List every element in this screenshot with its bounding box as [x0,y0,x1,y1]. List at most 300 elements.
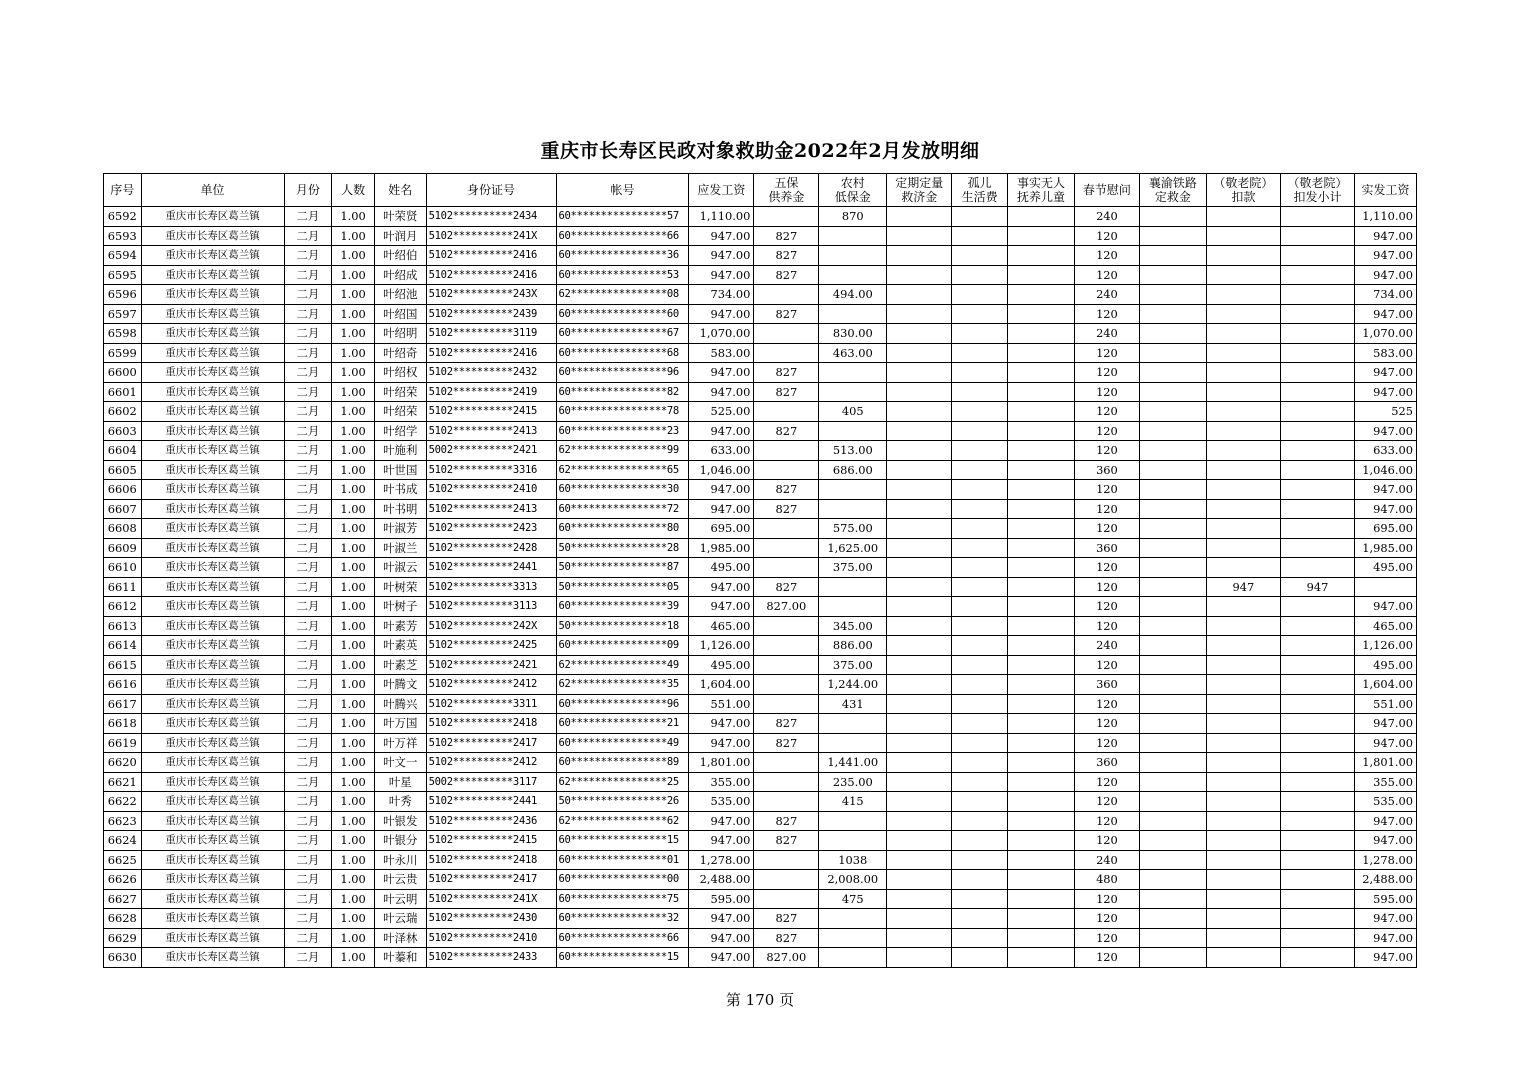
table-cell: 5102**********2417 [426,870,556,890]
table-cell: 695.00 [689,519,754,539]
table-cell: 734.00 [1355,285,1417,305]
table-cell: 947.00 [689,909,754,929]
table-cell: 叶银发 [374,811,426,831]
table-cell [1139,304,1206,324]
table-row [104,909,1417,929]
table-cell: 叶淑兰 [374,538,426,558]
table-row [104,811,1417,831]
table-cell: 6598 [104,324,142,344]
table-cell: 480 [1074,870,1139,890]
table-cell [1139,363,1206,383]
table-cell: 513.00 [819,441,887,461]
table-cell [1139,675,1206,695]
table-cell [952,421,1008,441]
table-cell [887,714,952,734]
table-cell [754,772,819,792]
table-cell: 120 [1074,363,1139,383]
table-cell [819,363,887,383]
table-cell [1008,226,1075,246]
table-cell: 60****************15 [556,831,689,851]
table-cell: 120 [1074,948,1139,968]
table-cell [1139,889,1206,909]
table-cell: 60****************72 [556,499,689,519]
table-cell: 60****************49 [556,733,689,753]
table-cell: 120 [1074,655,1139,675]
table-cell: 947.00 [1355,597,1417,617]
table-cell: 6595 [104,265,142,285]
table-row [104,577,1417,597]
table-cell: 1.00 [332,519,375,539]
table-cell [887,811,952,831]
table-cell: 重庆市长寿区葛兰镇 [141,831,284,851]
table-cell [1008,636,1075,656]
table-cell: 827.00 [754,597,819,617]
table-cell: 947.00 [1355,304,1417,324]
table-cell: 415 [819,792,887,812]
table-cell: 1,604.00 [1355,675,1417,695]
table-cell: 60****************67 [556,324,689,344]
table-cell: 叶绍权 [374,363,426,383]
table-cell: 60****************30 [556,480,689,500]
table-cell: 947.00 [1355,909,1417,929]
table-cell: 重庆市长寿区葛兰镇 [141,226,284,246]
table-cell [887,792,952,812]
table-cell: 重庆市长寿区葛兰镇 [141,324,284,344]
table-cell: 5102**********2413 [426,421,556,441]
table-cell: 1,070.00 [1355,324,1417,344]
table-cell: 1.00 [332,733,375,753]
table-cell: 1.00 [332,597,375,617]
table-cell: 叶绍池 [374,285,426,305]
table-cell: 120 [1074,811,1139,831]
table-cell [1280,343,1354,363]
table-cell [1206,811,1280,831]
table-cell [887,753,952,773]
table-cell: 6610 [104,558,142,578]
table-cell [1139,343,1206,363]
table-cell [887,382,952,402]
table-cell: 947 [1280,577,1354,597]
table-cell: 947.00 [689,382,754,402]
table-cell [1139,850,1206,870]
table-cell: 947.00 [1355,499,1417,519]
table-cell [1206,831,1280,851]
table-cell: 595.00 [1355,889,1417,909]
table-cell: 551.00 [689,694,754,714]
table-cell: 5002**********3117 [426,772,556,792]
table-cell: 5102**********2416 [426,343,556,363]
table-cell: 1,801.00 [1355,753,1417,773]
table-cell: 重庆市长寿区葛兰镇 [141,850,284,870]
table-cell: 60****************66 [556,928,689,948]
table-row [104,226,1417,246]
table-cell [887,519,952,539]
table-cell: 240 [1074,850,1139,870]
table-row [104,948,1417,968]
table-cell: 120 [1074,577,1139,597]
table-cell: 60****************96 [556,694,689,714]
table-cell [754,207,819,227]
table-cell [952,616,1008,636]
table-cell: 叶施利 [374,441,426,461]
table-cell: 947.00 [689,577,754,597]
table-cell [887,343,952,363]
table-cell [1008,597,1075,617]
table-header-row [104,174,1417,207]
table-cell [1206,519,1280,539]
table-cell: 重庆市长寿区葛兰镇 [141,421,284,441]
table-cell [1206,616,1280,636]
table-cell [887,558,952,578]
table-cell [1008,304,1075,324]
table-cell: 二月 [284,597,332,617]
table-cell: 947.00 [1355,480,1417,500]
table-cell: 5102**********2416 [426,246,556,266]
table-cell [819,499,887,519]
column-header: 事实无人 抚养儿童 [1008,174,1075,207]
table-row [104,753,1417,773]
table-cell: 6622 [104,792,142,812]
table-row [104,304,1417,324]
table-cell [1206,675,1280,695]
table-cell [887,948,952,968]
table-cell [1008,909,1075,929]
column-header: 身份证号 [426,174,556,207]
table-row [104,538,1417,558]
table-cell [1008,558,1075,578]
table-cell: 叶绍国 [374,304,426,324]
table-cell [952,636,1008,656]
table-cell [1139,616,1206,636]
table-cell: 5102**********3113 [426,597,556,617]
table-cell [887,421,952,441]
table-row [104,655,1417,675]
table-cell [1206,694,1280,714]
page-title: 重庆市长寿区民政对象救助金2022年2月发放明细 [540,140,980,162]
table-cell [1280,499,1354,519]
table-cell: 叶润月 [374,226,426,246]
table-cell: 5102**********2441 [426,792,556,812]
table-cell: 5102**********243X [426,285,556,305]
table-cell: 重庆市长寿区葛兰镇 [141,870,284,890]
table-cell: 870 [819,207,887,227]
table-cell [1206,246,1280,266]
table-cell: 6593 [104,226,142,246]
table-cell: 827 [754,363,819,383]
table-cell [1139,226,1206,246]
table-cell: 重庆市长寿区葛兰镇 [141,597,284,617]
table-cell [952,772,1008,792]
table-cell [952,441,1008,461]
table-cell: 二月 [284,870,332,890]
table-cell: 595.00 [689,889,754,909]
table-cell: 947.00 [1355,811,1417,831]
table-cell: 重庆市长寿区葛兰镇 [141,382,284,402]
table-cell: 235.00 [819,772,887,792]
table-cell [887,694,952,714]
table-cell: 6607 [104,499,142,519]
table-cell [1008,850,1075,870]
table-cell: 叶星 [374,772,426,792]
table-cell: 827.00 [754,948,819,968]
table-cell: 60****************39 [556,597,689,617]
table-cell: 1038 [819,850,887,870]
table-cell: 重庆市长寿区葛兰镇 [141,772,284,792]
table-cell: 5102**********2410 [426,928,556,948]
table-cell: 1.00 [332,207,375,227]
table-cell: 6627 [104,889,142,909]
table-cell: 1.00 [332,460,375,480]
table-cell: 120 [1074,558,1139,578]
table-cell [819,246,887,266]
table-cell: 120 [1074,889,1139,909]
table-cell [1008,382,1075,402]
table-cell: 二月 [284,811,332,831]
table-cell: 5102**********2418 [426,714,556,734]
table-cell [754,655,819,675]
table-cell: 重庆市长寿区葛兰镇 [141,811,284,831]
table-cell: 5102**********2436 [426,811,556,831]
table-cell: 1.00 [332,870,375,890]
table-row [104,616,1417,636]
table-cell: 1.00 [332,831,375,851]
table-cell: 二月 [284,714,332,734]
table-cell [887,324,952,344]
table-cell: 叶银分 [374,831,426,851]
table-cell: 二月 [284,831,332,851]
table-cell: 重庆市长寿区葛兰镇 [141,948,284,968]
table-cell: 827 [754,382,819,402]
table-cell: 重庆市长寿区葛兰镇 [141,402,284,422]
table-cell: 6594 [104,246,142,266]
table-cell [1139,382,1206,402]
table-cell: 827 [754,831,819,851]
table-cell [1206,421,1280,441]
table-cell: 947.00 [689,597,754,617]
table-cell [887,538,952,558]
table-cell: 二月 [284,421,332,441]
table-cell: 827 [754,733,819,753]
table-cell: 重庆市长寿区葛兰镇 [141,265,284,285]
table-cell: 1.00 [332,616,375,636]
table-row [104,714,1417,734]
table-cell: 二月 [284,402,332,422]
table-cell [1206,285,1280,305]
table-cell: 6628 [104,909,142,929]
table-cell [887,831,952,851]
table-cell: 叶云瑞 [374,909,426,929]
table-cell [1280,324,1354,344]
table-cell [1280,636,1354,656]
table-cell: 827 [754,928,819,948]
table-cell: 495.00 [689,558,754,578]
table-cell [1008,421,1075,441]
table-cell: 1.00 [332,909,375,929]
table-cell: 1.00 [332,226,375,246]
column-header: 孤儿 生活费 [952,174,1008,207]
table-cell [1280,675,1354,695]
table-row [104,928,1417,948]
table-cell: 120 [1074,246,1139,266]
table-cell: 叶树荣 [374,577,426,597]
table-cell: 叶荣贤 [374,207,426,227]
table-cell: 6620 [104,753,142,773]
table-cell [1139,246,1206,266]
page-number: 第 170 页 [725,991,795,1009]
table-cell [952,714,1008,734]
table-cell [1206,714,1280,734]
table-cell: 2,488.00 [1355,870,1417,890]
table-row [104,246,1417,266]
table-cell: 二月 [284,675,332,695]
table-cell: 355.00 [1355,772,1417,792]
table-cell: 6623 [104,811,142,831]
table-cell [1008,343,1075,363]
table-cell: 120 [1074,616,1139,636]
table-cell [952,694,1008,714]
table-cell: 50****************05 [556,577,689,597]
table-cell [819,597,887,617]
table-cell: 1.00 [332,324,375,344]
table-cell: 重庆市长寿区葛兰镇 [141,363,284,383]
table-cell [887,850,952,870]
table-cell [952,948,1008,968]
table-cell: 二月 [284,441,332,461]
table-cell: 120 [1074,441,1139,461]
table-cell: 5102**********3313 [426,577,556,597]
table-cell [1139,480,1206,500]
table-cell: 5102**********2439 [426,304,556,324]
table-cell: 465.00 [1355,616,1417,636]
table-cell [1280,889,1354,909]
table-cell: 120 [1074,421,1139,441]
table-row [104,285,1417,305]
table-cell [1008,538,1075,558]
table-cell [1139,655,1206,675]
table-cell: 2,008.00 [819,870,887,890]
table-cell: 叶文一 [374,753,426,773]
table-cell: 734.00 [689,285,754,305]
table-cell: 60****************15 [556,948,689,968]
table-cell: 1.00 [332,304,375,324]
table-cell [952,811,1008,831]
column-header: 应发工资 [689,174,754,207]
table-cell: 345.00 [819,616,887,636]
table-cell: 5102**********2423 [426,519,556,539]
table-cell [1206,304,1280,324]
column-header: 农村 低保金 [819,174,887,207]
table-cell: 1,625.00 [819,538,887,558]
column-header: 襄渝铁路 定救金 [1139,174,1206,207]
table-cell: 50****************87 [556,558,689,578]
table-cell: 240 [1074,636,1139,656]
table-cell: 重庆市长寿区葛兰镇 [141,441,284,461]
table-cell: 947.00 [1355,421,1417,441]
table-cell: 1.00 [332,265,375,285]
table-cell [1139,870,1206,890]
table-cell [1008,460,1075,480]
table-cell: 5102**********2419 [426,382,556,402]
table-cell: 6606 [104,480,142,500]
table-cell [1280,304,1354,324]
table-cell: 1.00 [332,792,375,812]
table-cell: 二月 [284,655,332,675]
table-cell [887,655,952,675]
table-cell: 5102**********2410 [426,480,556,500]
table-cell: 叶绍伯 [374,246,426,266]
table-cell: 360 [1074,753,1139,773]
table-cell: 551.00 [1355,694,1417,714]
table-cell [819,226,887,246]
table-cell: 二月 [284,694,332,714]
table-cell [819,811,887,831]
table-cell: 二月 [284,382,332,402]
table-cell [1280,519,1354,539]
table-cell: 120 [1074,519,1139,539]
table-cell: 6597 [104,304,142,324]
table-cell [1008,499,1075,519]
table-cell [1206,207,1280,227]
table-cell: 叶绍奇 [374,343,426,363]
table-cell: 583.00 [1355,343,1417,363]
table-cell: 60****************66 [556,226,689,246]
table-cell [1008,324,1075,344]
table-cell: 5102**********2412 [426,675,556,695]
table-cell: 375.00 [819,655,887,675]
table-cell [754,538,819,558]
table-cell: 1,070.00 [689,324,754,344]
table-cell [819,909,887,929]
column-header: 帐号 [556,174,689,207]
table-cell [1008,577,1075,597]
table-cell: 827 [754,499,819,519]
table-cell: 240 [1074,207,1139,227]
table-cell [952,733,1008,753]
table-cell: 5102**********3311 [426,694,556,714]
table-cell: 1.00 [332,558,375,578]
table-cell: 120 [1074,928,1139,948]
relief-payment-table [103,173,1417,968]
table-row [104,324,1417,344]
column-header: （敬老院） 扣款 [1206,174,1280,207]
table-cell: 重庆市长寿区葛兰镇 [141,343,284,363]
table-cell [887,226,952,246]
table-cell: 6608 [104,519,142,539]
table-cell [887,597,952,617]
table-cell: 5102**********2430 [426,909,556,929]
table-cell [1139,928,1206,948]
table-cell: 120 [1074,792,1139,812]
table-cell: 360 [1074,675,1139,695]
table-cell: 1.00 [332,811,375,831]
table-cell [1008,792,1075,812]
table-cell: 50****************18 [556,616,689,636]
table-cell: 1.00 [332,382,375,402]
table-cell: 6600 [104,363,142,383]
table-cell [1280,753,1354,773]
table-cell [1139,792,1206,812]
table-cell [1206,753,1280,773]
table-cell: 1.00 [332,285,375,305]
table-cell: 6630 [104,948,142,968]
column-header: 五保 供养金 [754,174,819,207]
table-cell: 465.00 [689,616,754,636]
table-cell [819,733,887,753]
column-header: 人数 [332,174,375,207]
table-cell [952,480,1008,500]
table-cell [1206,363,1280,383]
table-cell: 重庆市长寿区葛兰镇 [141,480,284,500]
